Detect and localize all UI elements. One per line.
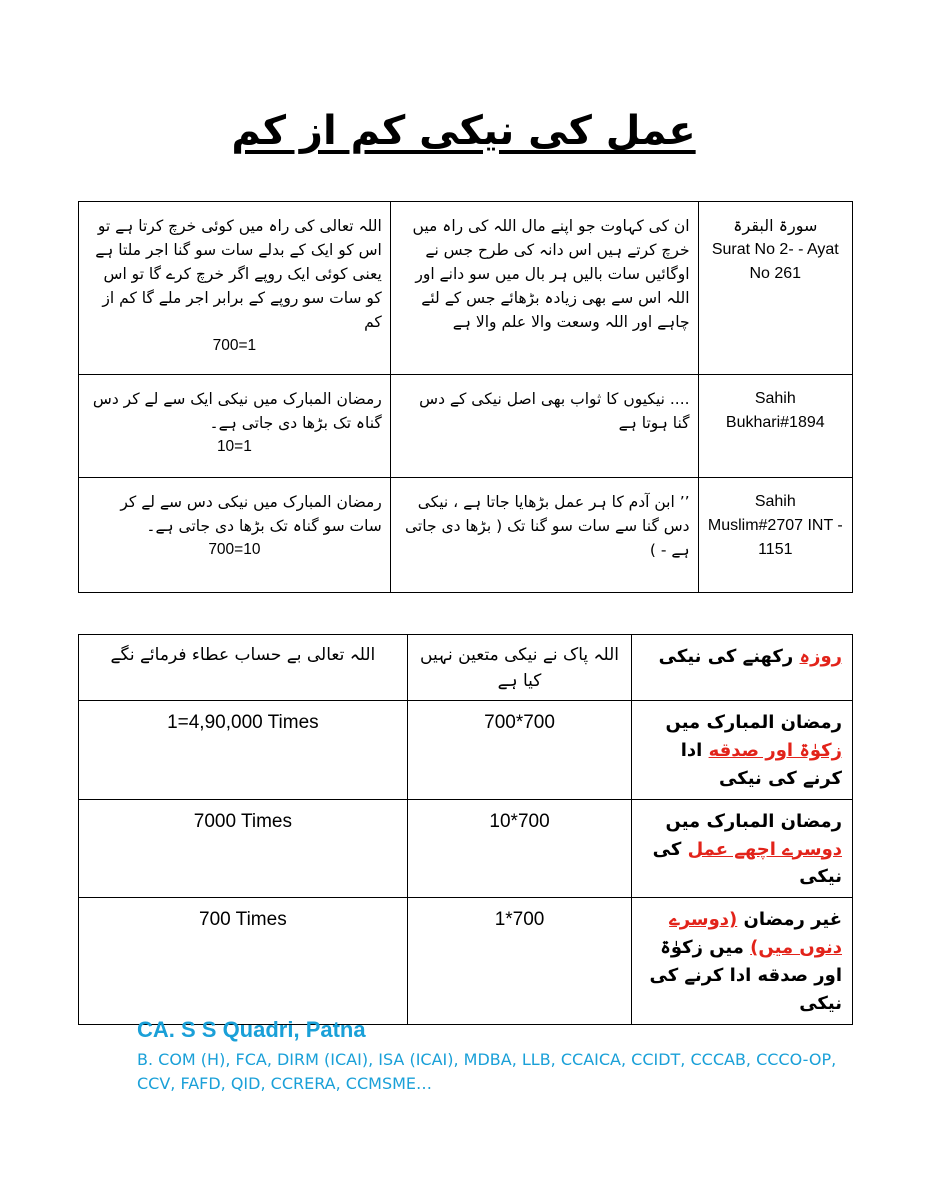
multiplier-cell: 1*700: [407, 898, 632, 1025]
reward-cell: 1=4,90,000 Times: [79, 701, 408, 800]
deed-cell: [632, 898, 853, 1025]
deed-text: کی نیکی: [652, 838, 842, 888]
highlight-text: (دوسرے دنوں میں): [669, 909, 842, 959]
header-cell-reward: اللہ تعالی بے حساب عطاء فرمائے نگے: [79, 635, 408, 701]
equation-text: 700=10: [208, 541, 261, 559]
reward-cell: 7000 Times: [79, 799, 408, 898]
equation-text: 700=1: [212, 337, 257, 355]
multiplier-cell: 700*700: [407, 701, 632, 800]
table-row: [79, 799, 853, 898]
table-row: [79, 478, 853, 593]
explanation-text: رمضان المبارک میں نیکی دس سے لے کر سات سو گناہ تک بڑھا دی جاتی ہے۔: [120, 493, 382, 536]
header-cell-multiplier: اللہ پاک نے نیکی متعین نہیں کیا ہے: [407, 635, 632, 701]
reward-cell: 700 Times: [79, 898, 408, 1025]
explanation-text: رمضان المبارک میں نیکی ایک سے لے کر دس گناہ تک بڑھا دی جاتی ہے۔: [92, 390, 382, 433]
reference-table: [78, 201, 853, 593]
source-cell: [698, 478, 852, 593]
table-row: [79, 202, 853, 375]
table-header-row: [79, 635, 853, 701]
source-urdu: سورۃ البقرۃ: [733, 216, 818, 235]
explanation-cell: [79, 478, 391, 593]
highlight-text: زکوٰۃ اور صدقه: [708, 739, 842, 761]
page-title: عمل کی نیکی کم از کم: [231, 108, 696, 154]
source-reference: Sahih Muslim#2707 INT - 1151: [707, 493, 843, 558]
source-cell: [698, 202, 852, 375]
header-cell-deed: [632, 635, 853, 701]
deed-line: رمضان المبارک میں: [665, 712, 842, 733]
deed-text: غیر رمضان: [737, 909, 842, 931]
author-name: CA. S S Quadri, Patna: [137, 1017, 366, 1042]
highlight-text: دوسرے اچھے عمل: [687, 838, 842, 860]
deed-cell: [632, 799, 853, 898]
deed-text: رکھنے کی نیکی: [658, 646, 800, 667]
table-row: [79, 898, 853, 1025]
reward-table: [78, 634, 853, 1025]
explanation-text: اللہ تعالی کی راہ میں کوئی خرچ کرتا ہے تو اس کو ایک کے بدلے سات سو گنا اجر ملتا ہے یعنی کوئی ایک روپے اگر خرچ کرے گا تو اس کو سات سو روپے کے برابر اجر ملے گا کم از کم: [95, 217, 382, 332]
deed-cell: [632, 701, 853, 800]
deed-text: میں زکوٰۃ اور صدقه ادا کرنے کی نیکی: [649, 937, 842, 1015]
translation-cell: ’’ ابن آدم کا ہر عمل بڑھایا جاتا ہے ، نیکی دس گنا سے سات سو گنا تک ( بڑھا دی جاتی ہے - ): [390, 478, 698, 593]
multiplier-cell: 10*700: [407, 799, 632, 898]
deed-line: رمضان المبارک میں: [665, 810, 842, 832]
author-qualifications: B. COM (H), FCA, DIRM (ICAI), ISA (ICAI), MDBA, LLB, CCAICA, CCIDT, CCCAB, CCCO-OP, CCV, FAFD, QID, CCRERA, CCMSME…: [137, 1050, 837, 1093]
source-reference: Surat No 2- - Ayat No 261: [711, 241, 839, 282]
table-row: [79, 375, 853, 478]
deed-text: ادا کرنے کی نیکی: [680, 739, 842, 789]
explanation-cell: [79, 375, 391, 478]
translation-cell: ان کی کہاوت جو اپنے مال اللہ کی راہ میں خرچ کرتے ہیں اس دانہ کی طرح جس نے اوگائیں سات بالیں ہر بال میں سو دانے اور اللہ اس سے بھی زیادہ بڑھائے جس کے لئے چاہے اور اللہ وسعت والا علم والا ہے: [390, 202, 698, 375]
equation-text: 10=1: [216, 438, 252, 456]
source-reference: Sahih Bukhari#1894: [725, 390, 825, 431]
translation-cell: .... نیکیوں کا ثواب بھی اصل نیکی کے دس گنا ہوتا ہے: [390, 375, 698, 478]
explanation-cell: [79, 202, 391, 375]
table-row: [79, 701, 853, 800]
highlight-text: روزہ: [799, 646, 842, 667]
source-cell: [698, 375, 852, 478]
